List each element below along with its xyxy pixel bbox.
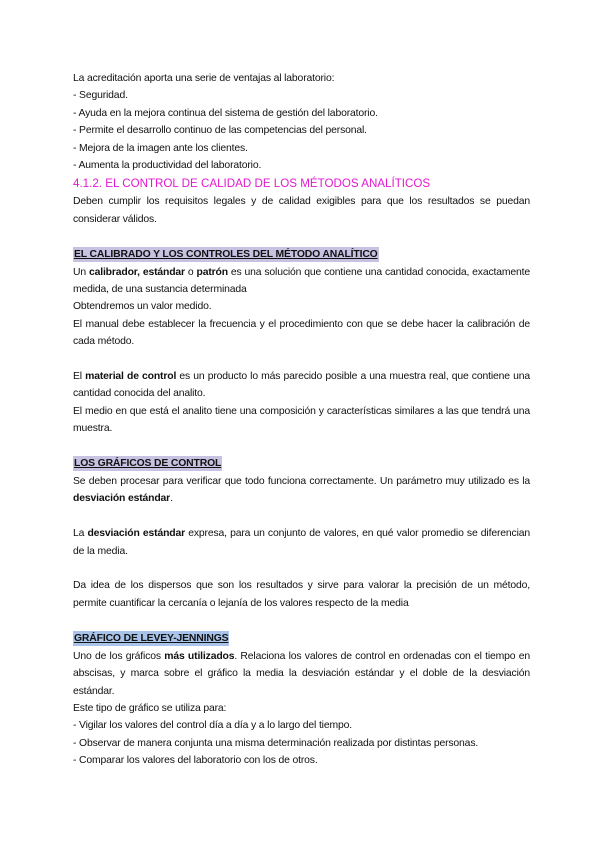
- calibrado-paragraph-5: El medio en que está el analito tiene una composición y características similares a las que tendrá una muestra.: [73, 405, 530, 435]
- intro-item-2: - Ayuda en la mejora continua del sistema de gestión del laboratorio.: [73, 107, 378, 119]
- levey-item-1: - Vigilar los valores del control día a día y a lo largo del tiempo.: [73, 720, 352, 732]
- calibrado-paragraph-2: Obtendremos un valor medido.: [73, 301, 212, 313]
- graficos-paragraph-3: Da idea de los dispersos que son los resultados y sirve para valorar la precisión de un método, permite cuantificar la cercanía o lejanía de los valores respecto de la media: [73, 580, 530, 609]
- calibrado-heading: EL CALIBRADO Y LOS CONTROLES DEL MÉTODO ANALÍTICO: [74, 248, 378, 260]
- graficos-paragraph-2: La desviación estándar expresa, para un conjunto de valores, en qué valor promedio se diferencian de la media.: [73, 528, 530, 557]
- calibrado-paragraph-3: El manual debe establecer la frecuencia y el procedimiento con que se debe hacer la calibración de cada método.: [73, 318, 530, 348]
- intro-item-5: - Aumenta la productividad del laboratorio.: [73, 160, 262, 172]
- levey-item-2: - Observar de manera conjunta una misma determinación realizada por distintas personas.: [73, 737, 479, 749]
- levey-paragraph-1: Uno de los gráficos más utilizados. Relaciona los valores de control en ordenadas con el tiempo en abscisas, y marca sobre el gráfico la media la desviación estándar y el doble de la desviación estándar.: [73, 650, 531, 697]
- intro-lead: La acreditación aporta una serie de ventajas al laboratorio:: [73, 73, 335, 84]
- intro-item-3: - Permite el desarrollo continuo de las competencias del personal.: [73, 125, 367, 137]
- graficos-heading: LOS GRÁFICOS DE CONTROL: [74, 458, 222, 470]
- intro-item-1: - Seguridad.: [73, 90, 128, 102]
- section-body: Deben cumplir los requisitos legales y de calidad exigibles para que los resultados se puedan considerar válidos.: [73, 196, 530, 225]
- section-title: 4.1.2. EL CONTROL DE CALIDAD DE LOS MÉTODOS ANALÍTICOS: [73, 177, 431, 191]
- calibrado-paragraph-4: El material de control es un producto lo más parecido posible a una muestra real, que contiene una cantidad conocida del analito.: [73, 371, 530, 400]
- levey-item-3: - Comparar los valores del laboratorio con los de otros.: [73, 755, 318, 767]
- levey-heading: GRÁFICO DE LEVEY-JENNINGS: [74, 632, 229, 644]
- graficos-paragraph-1: Se deben procesar para verificar que todo funciona correctamente. Un parámetro muy utilizado es la desviación estándar.: [73, 476, 530, 505]
- levey-lead: Este tipo de gráfico se utiliza para:: [73, 702, 227, 714]
- intro-item-4: - Mejora de la imagen ante los clientes.: [73, 142, 248, 154]
- calibrado-paragraph-1: Un calibrador, estándar o patrón es una solución que contiene una cantidad conocida, exactamente medida, de una sustancia determinada: [73, 266, 530, 296]
- document-page: [73, 70, 530, 770]
